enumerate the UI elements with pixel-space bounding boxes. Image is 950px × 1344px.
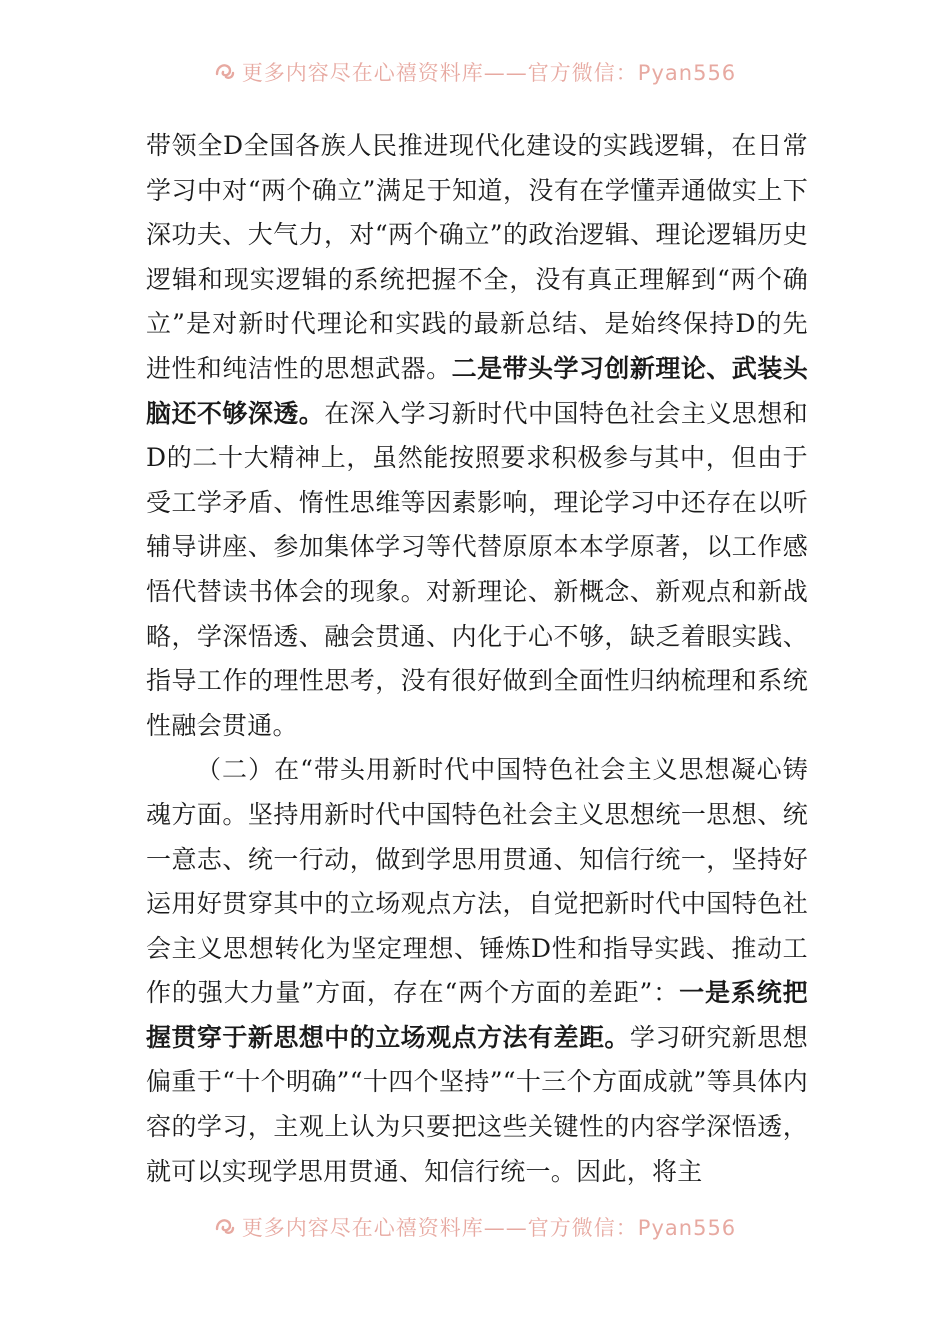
body-text: 在深入学习新时代中国特色社会主义思想和D的二十大精神上，虽然能按照要求积极参与其中，但由于受工学矛盾、惰性思维等因素影响，理论学习中还存在以听辅导讲座、参加集体学习等代替原原本本学原著，以工作感悟代替读书体会的现象。对新理论、新概念、新观点和新战略，学深悟透、融会贯通、内化于心不够，缺乏着眼实践、指导工作的理性思考，没有很好做到全面性归纳梳理和系统性融会贯通。 <box>146 398 808 740</box>
body-text: 学习研究新思想偏重于“十个明确”“十四个坚持”“十三个方面成就”等具体内容的学习，主观上认为只要把这些关键性的内容学深悟透，就可以实现学思用贯通、知信行统一。因此，将主 <box>146 1022 808 1186</box>
paragraph <box>146 748 808 1194</box>
header-watermark <box>0 52 950 92</box>
bold-heading-text: 二是带头学习创新理论、武装头脑还不够深透。 <box>146 353 809 428</box>
watermark-text: 更多内容尽在心禧资料库——官方微信：Pyan556 <box>241 1216 737 1240</box>
bold-heading-text: 一是系统把握贯穿于新思想中的立场观点方法有差距。 <box>146 978 808 1052</box>
brand-logo-icon <box>214 61 236 83</box>
body-text: （二）在“带头用新时代中国特色社会主义思想凝心铸魂方面。坚持用新时代中国特色社会主义思想统一思想、统一意志、统一行动，做到学思用贯通、知信行统一，坚持好运用好贯穿其中的立场观点方法，自觉把新时代中国特色社会主义思想转化为坚定理想、锤炼D性和指导实践、推动工作的强大力量”方面，存在“两个方面的差距”： <box>146 755 808 1008</box>
brand-logo-icon <box>214 1216 236 1238</box>
body-text: 带领全D全国各族人民推进现代化建设的实践逻辑，在日常学习中对“两个确立”满足于知道，没有在学懂弄通做实上下深功夫、大气力，对“两个确立”的政治逻辑、理论逻辑历史逻辑和现实逻辑的系统把握不全，没有真正理解到“两个确立”是对新时代理论和实践的最新总结、是始终保持D的先进性和纯洁性的思想武器。 <box>146 131 808 383</box>
watermark-text: 更多内容尽在心禧资料库——官方微信：Pyan556 <box>241 61 737 85</box>
footer-watermark <box>0 1207 950 1247</box>
paragraph <box>146 124 808 748</box>
document-body <box>146 124 808 1194</box>
